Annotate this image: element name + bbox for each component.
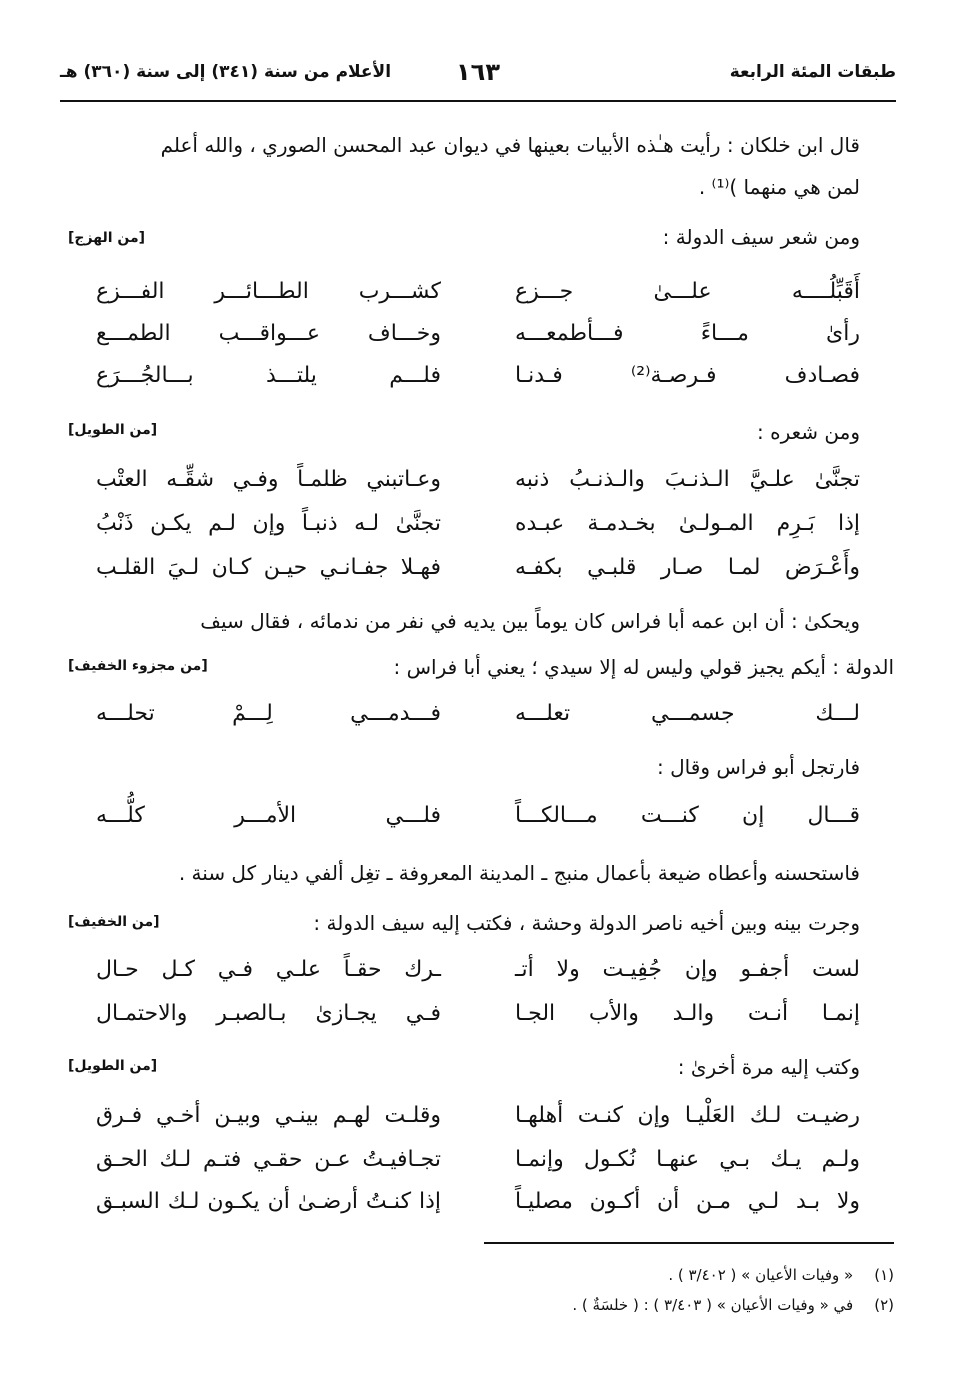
header-section-title: الأعلام من سنة (٣٤١) إلى سنة (٣٦٠) هـ	[60, 62, 392, 82]
verse-line	[96, 272, 860, 312]
verse-first-hemistich: رضيـت لـك العَلْيـا وإن كنـت أهلهـا	[515, 1103, 860, 1128]
footnote-text: « وفيات الأعيان » ( ٣/٤٠٢ ) .	[668, 1266, 854, 1284]
verse-first-hemistich: ولـم يـك بـي عنهـا نُكـول وإنمـا	[515, 1147, 860, 1172]
paragraph-line: قال ابن خلكان : رأيت هـٰذه الأبيات بعينها في ديوان عبد المحسن الصوري ، والله أعلم	[160, 133, 860, 157]
verse-second-hemistich: فهـلا جفـانـي حيـن كـان لـيَ القلـب	[96, 555, 441, 580]
verse-second-hemistich: ـرك حقـاً علـي فـي كـل حـال	[96, 957, 441, 982]
verse-second-hemistich: تجـافيـتُ عـن حقـي فتـم لـك الحـق	[96, 1147, 441, 1172]
footnote	[668, 1262, 894, 1288]
paragraph-ibn-khallikan	[68, 124, 894, 208]
verse-line	[96, 796, 860, 836]
verse-second-hemistich: إذا كنـتُ أرضـىٰ أن يكـون لـك السبـق	[96, 1189, 441, 1214]
paragraph-abu-firas	[68, 600, 894, 642]
footnote	[572, 1292, 894, 1318]
verse-first-hemistich: تجنَّىٰ علـيَّ الـذنـبَ والـذنـبُ ذنبه	[515, 467, 860, 492]
verse-first-hemistich: لست أجفـو وإن جُفِيـت ولا أتـ	[515, 957, 860, 982]
footnote-number: (١)	[874, 1266, 894, 1284]
header-divider	[60, 100, 896, 102]
footnote-text: في « وفيات الأعيان » ( ٣/٤٠٣ ) : ( خلسَةٌ ) .	[572, 1296, 854, 1314]
verse-line	[96, 694, 860, 734]
verse-second-hemistich: وقلـت لهـم بينـي وبيـن أخـي فـرق	[96, 1103, 441, 1128]
verse-first-hemistich: إذا بَـرِم المـولـىٰ بخـدمـة عبـده	[515, 511, 860, 536]
verse-second-hemistich: تجنَّىٰ لـه ذنبـاً وإن لـم يكـن ذَنْبُ	[96, 511, 441, 536]
meter-label: [من الهزج]	[68, 230, 146, 246]
meter-label: [من الخفيف]	[68, 914, 160, 930]
page-number: ١٦٣	[456, 58, 500, 86]
header-book-title: طبقات المئة الرابعة	[729, 62, 896, 82]
paragraph-line: الدولة : أيكم يجيز قولي وليس له إلا سيدي ؛ يعني أبا فراس :	[393, 655, 894, 679]
paragraph-line: ويحكىٰ : أن ابن عمه أبا فراس كان يوماً بين يديه في نفر من ندمائه ، فقال سيف	[200, 609, 860, 633]
verse-line	[96, 356, 860, 396]
verse-first-hemistich: ولا بـد لـي مـن أن أكـون مصليـاً	[515, 1189, 860, 1214]
section-intro: وجرت بينه وبين أخيه ناصر الدولة وحشة ، فكتب إليه سيف الدولة :	[313, 911, 860, 935]
verse-first-hemistich: وأَعْـرَض لمـا صـار قلبـي بكفـه	[515, 555, 860, 580]
verse-line	[96, 1182, 860, 1222]
verse-line	[96, 1096, 860, 1136]
verse-line	[96, 994, 860, 1034]
verse-line	[96, 1140, 860, 1180]
verse-second-hemistich: فـي يجـازىٰ بـالصبـر والاحتمـال	[96, 1001, 441, 1026]
footnote-divider	[484, 1242, 894, 1244]
meter-label: [من الطويل]	[68, 1058, 158, 1074]
verse-second-hemistich: فلـــي الأمـــر كلُّـــه	[96, 803, 441, 828]
verse-second-hemistich: فـــدمـــي لِـــمْ تحلـــه	[96, 701, 441, 726]
meter-label: [من الطويل]	[68, 422, 158, 438]
paragraph-line: فاستحسنه وأعطاه ضيعة بأعمال منبج ـ المدينة المعروفة ـ تغِل ألفي دينار كل سنة .	[178, 861, 860, 885]
verse-line	[96, 460, 860, 500]
meter-label: [من مجزوء الخفيف]	[68, 658, 208, 674]
verse-first-hemistich: قـــال إن كنـــت مـــالكـــاً	[515, 803, 860, 828]
footnote-number: (٢)	[874, 1296, 894, 1314]
verse-first-hemistich: أَقَبِّلُــــه علـــىٰ جـــزع	[515, 279, 860, 304]
verse-line	[96, 548, 860, 588]
section-intro: وكتب إليه مرة أخرىٰ :	[677, 1055, 860, 1079]
verse-second-hemistich: كشـــرب الطـــائـــر الفـــزع	[96, 279, 441, 304]
running-header	[60, 58, 896, 94]
verse-line	[96, 314, 860, 354]
verse-second-hemistich: وعـاتبني ظلمـاً وفـي شقِّـه العتْب	[96, 467, 441, 492]
section-intro: فارتجل أبو فراس وقال :	[657, 755, 860, 779]
section-intro: ومن شعره :	[757, 420, 860, 444]
verse-line	[96, 504, 860, 544]
verse-line	[96, 950, 860, 990]
verse-first-hemistich: رأىٰ مـــاءً فـــأطمعـــه	[515, 321, 860, 346]
verse-first-hemistich: لـــك جسمـــي تعلـــه	[515, 701, 860, 726]
verse-first-hemistich: فصـادف فـرصـة⁽²⁾ فـدنـا	[515, 363, 860, 388]
section-intro: ومن شعر سيف الدولة :	[662, 225, 860, 249]
verse-second-hemistich: وخـــاف عـــواقـــب الطمـــع	[96, 321, 441, 346]
verse-second-hemistich: فلـــم يلتـــذ بـــالجُـــرَع	[96, 363, 441, 388]
paragraph-line: لمن هي منهما )⁽¹⁾ .	[698, 175, 860, 199]
verse-first-hemistich: إنمـا أنـت والـد والأب الجـا	[515, 1001, 860, 1026]
